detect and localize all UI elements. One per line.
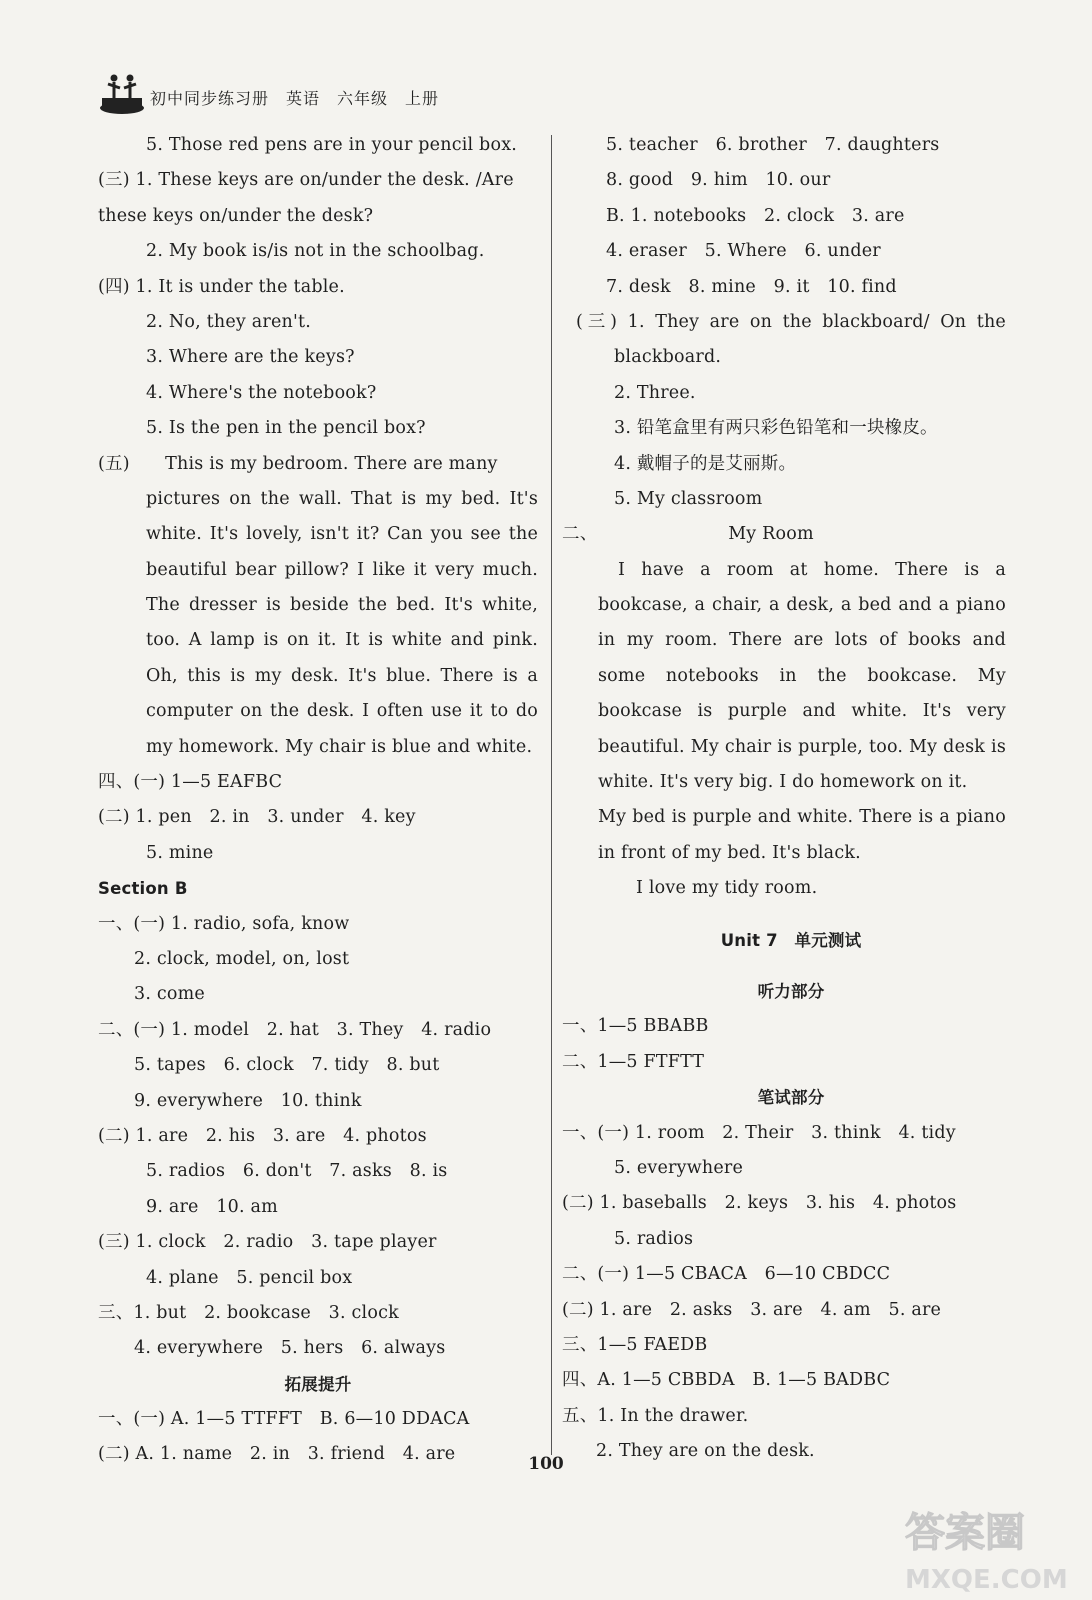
answer-line: 7. desk 8. mine 9. it 10. find (606, 276, 897, 297)
left-column (98, 128, 538, 1473)
answer-line: 5. radios 6. don't 7. asks 8. is (146, 1161, 448, 1182)
answer-line: 5. Those red pens are in your pencil box. (146, 135, 518, 155)
answer-line: 9. are 10. am (146, 1196, 278, 1217)
answer-line: (二) 1. pen 2. in 3. under 4. key (98, 807, 416, 828)
answer-line: 三、1. but 2. bookcase 3. clock (98, 1302, 399, 1323)
answer-line: 2. No, they aren't. (146, 311, 311, 332)
passage-line: Oh, this is my desk. It's blue. There is a (146, 665, 538, 686)
watermark-url: MXQE.COM (905, 1565, 1068, 1595)
answer-line: (三) 1. These keys are on/under the desk. /Are (98, 170, 514, 191)
answer-line: 四、(一) 1—5 EAFBC (98, 772, 283, 793)
essay-line: white. It's very big. I do homework on it. (598, 772, 968, 793)
essay-line: bookcase, a chair, a desk, a bed and a piano (598, 595, 1006, 616)
answer-line: 二、 (562, 524, 598, 545)
answer-line: (四) 1. It is under the table. (98, 276, 345, 297)
essay-line: I love my tidy room. (636, 878, 818, 899)
answer-line: 二、(一) 1. model 2. hat 3. They 4. radio (98, 1019, 492, 1040)
answer-line: 一、(一) 1. radio, sofa, know (98, 913, 350, 934)
essay-line: bookcase is purple and white. It's very (598, 701, 1006, 722)
essay-line: in my room. There are lots of books and (598, 630, 1006, 651)
passage-line: computer on the desk. I often use it to do (146, 701, 538, 722)
section-heading: 拓展提升 (284, 1374, 352, 1394)
answer-line: 8. good 9. him 10. our (606, 170, 831, 191)
book-logo-icon (98, 70, 146, 116)
answer-line: 3. 铅笔盒里有两只彩色铅笔和一块橡皮。 (614, 418, 938, 439)
section-heading: 笔试部分 (757, 1088, 825, 1108)
answer-line: 5. mine (146, 842, 214, 863)
answer-line: 5. tapes 6. clock 7. tidy 8. but (134, 1055, 440, 1076)
unit-heading: Unit 7 单元测试 (720, 930, 862, 950)
essay-line: some notebooks in the bookcase. My (598, 665, 1006, 686)
header-title: 初中同步练习册 英语 六年级 上册 (150, 89, 440, 108)
answer-line: 二、1—5 FTFTT (562, 1051, 705, 1072)
page-number: 100 (528, 1454, 564, 1474)
answer-line: 2. clock, model, on, lost (134, 948, 350, 969)
passage-line: white. It's lovely, isn't it? Can you see the (146, 524, 538, 545)
answer-line: 一、(一) A. 1—5 TTFFT B. 6—10 DDACA (98, 1409, 470, 1430)
answer-line: (二) A. 1. name 2. in 3. friend 4. are (98, 1444, 456, 1465)
answer-line: (五) This is my bedroom. There are many (98, 453, 498, 474)
passage-line: pictures on the wall. That is my bed. It's (146, 488, 538, 509)
passage-line: my homework. My chair is blue and white. (146, 736, 533, 757)
answer-line: 3. come (134, 984, 205, 1005)
passage-line: too. A lamp is on it. It is white and pink. (146, 630, 538, 651)
answer-line: 9. everywhere 10. think (134, 1090, 362, 1111)
essay-line: in front of my bed. It's black. (598, 842, 861, 863)
answer-line: blackboard. (614, 347, 722, 368)
right-column (562, 128, 1006, 1469)
answer-line: 4. eraser 5. Where 6. under (606, 241, 881, 262)
answer-line: 4. Where's the notebook? (146, 382, 377, 403)
essay-line: beautiful. My chair is purple, too. My desk is (598, 736, 1006, 757)
answer-line: 5. Is the pen in the pencil box? (146, 418, 426, 439)
answer-line: 2. They are on the desk. (596, 1441, 815, 1462)
answer-line: (二) 1. are 2. his 3. are 4. photos (98, 1125, 427, 1146)
passage-line: beautiful bear pillow? I like it very much. (146, 559, 538, 580)
answer-line: 4. everywhere 5. hers 6. always (134, 1338, 446, 1359)
site-watermark (900, 1496, 1090, 1596)
answer-line: 4. plane 5. pencil box (146, 1267, 353, 1288)
answer-line: 2. My book is/is not in the schoolbag. (146, 241, 485, 262)
page-header (98, 70, 998, 120)
answer-line: B. 1. notebooks 2. clock 3. are (606, 205, 905, 226)
answer-line: 四、A. 1—5 CBBDA B. 1—5 BADBC (562, 1370, 891, 1391)
answer-line: 五、1. In the drawer. (562, 1405, 749, 1426)
answer-line: 5. teacher 6. brother 7. daughters (606, 135, 940, 155)
answer-line: (二) 1. baseballs 2. keys 3. his 4. photos (562, 1193, 957, 1214)
section-heading: 听力部分 (757, 981, 825, 1001)
essay-line: My bed is purple and white. There is a piano (598, 807, 1006, 828)
answer-line: 5. My classroom (614, 488, 763, 509)
answer-line: 5. everywhere (614, 1157, 744, 1178)
essay-title: My Room (728, 524, 814, 545)
column-divider (551, 135, 552, 1455)
answer-line: 三、1—5 FAEDB (562, 1334, 708, 1355)
answer-line: these keys on/under the desk? (98, 205, 374, 226)
answer-line: 2. Three. (614, 382, 696, 403)
answer-line: 5. radios (614, 1228, 694, 1249)
answer-line: (三) 1. clock 2. radio 3. tape player (98, 1232, 437, 1253)
answer-line: 一、1—5 BBABB (562, 1016, 709, 1037)
answer-line: (三) 1. They are on the blackboard/ On the (576, 311, 1006, 332)
section-heading: Section B (98, 879, 188, 899)
answer-line: 一、(一) 1. room 2. Their 3. think 4. tidy (562, 1122, 956, 1143)
essay-line: I have a room at home. There is a (618, 559, 1006, 580)
answer-line: 3. Where are the keys? (146, 347, 355, 368)
answer-line: 二、(一) 1—5 CBACA 6—10 CBDCC (562, 1264, 891, 1285)
answer-line: (二) 1. are 2. asks 3. are 4. am 5. are (562, 1299, 942, 1320)
watermark-text: 答案圈 (905, 1510, 1025, 1556)
passage-line: The dresser is beside the bed. It's white, (146, 595, 538, 616)
answer-line: 4. 戴帽子的是艾丽斯。 (614, 453, 797, 474)
